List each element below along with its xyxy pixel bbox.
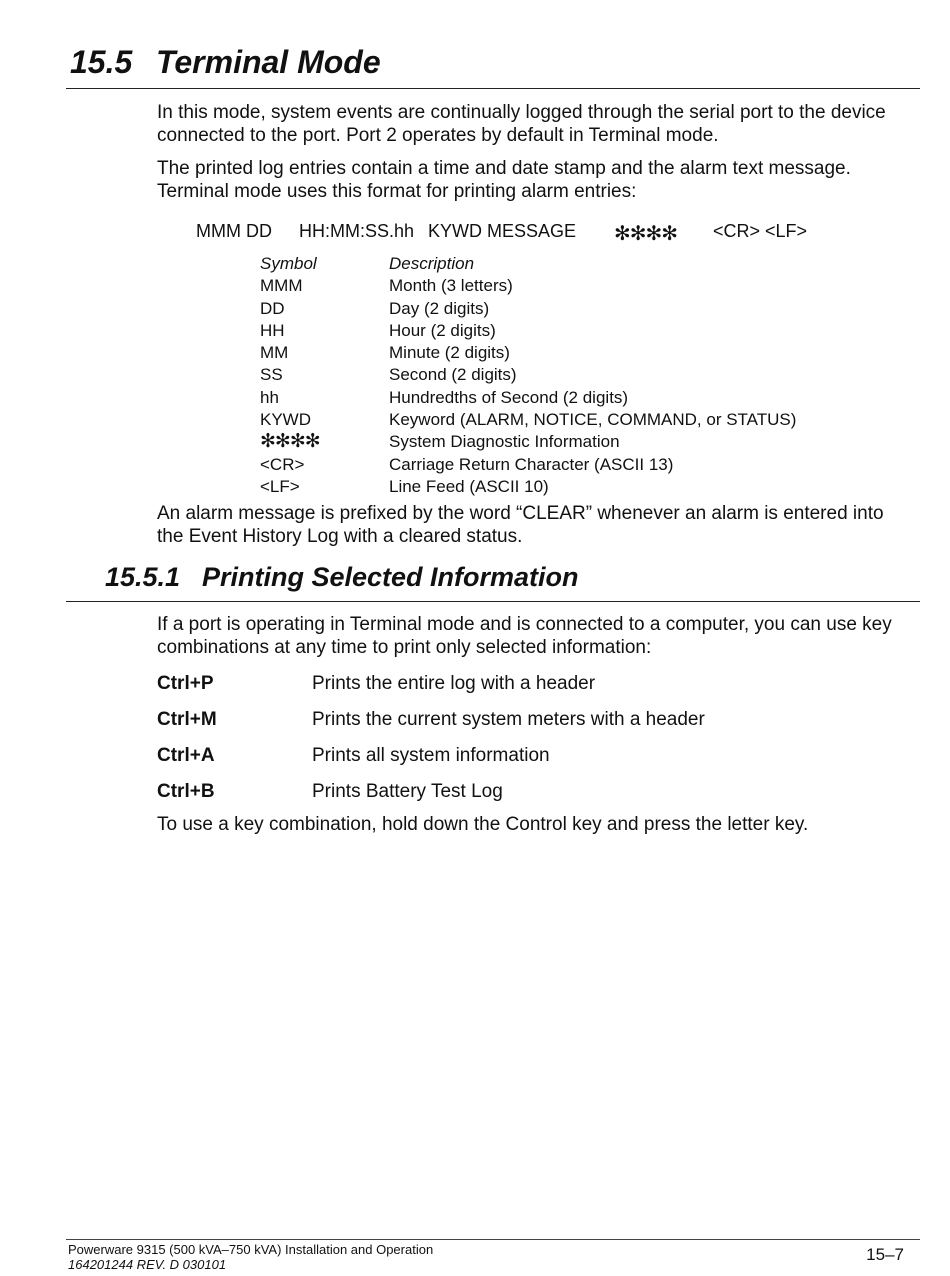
footer-docnum: 164201244 REV. D 030101 [68, 1257, 227, 1272]
format-diagnostic: ✻✻✻✻ [614, 223, 678, 245]
symbol-cell: MMM [260, 276, 303, 296]
heading-rule [66, 88, 920, 89]
key-row [157, 780, 897, 816]
subsection-heading [105, 562, 579, 593]
symbol-row [260, 387, 880, 409]
description-cell: Day (2 digits) [389, 298, 490, 318]
key-description: Prints the current system meters with a header [312, 709, 705, 730]
key-combo: Ctrl+B [157, 781, 215, 802]
symbol-row [260, 409, 880, 431]
subsection-title: Printing Selected Information [202, 562, 579, 592]
symbol-row [260, 275, 880, 297]
key-row [157, 672, 897, 708]
description-cell: System Diagnostic Information [389, 432, 620, 452]
symbol-cell: HH [260, 320, 285, 340]
symbol-cell: DD [260, 298, 285, 318]
format-time: HH:MM:SS.hh [299, 221, 415, 241]
intro-paragraph: In this mode, system events are continually logged through the serial port to the device connected to the port. Port 2 operates by default in Terminal mode. [157, 102, 886, 146]
symbol-cell: MM [260, 343, 289, 363]
symbol-header: Symbol [260, 254, 317, 273]
symbol-table [260, 253, 880, 498]
format-date: MMM DD [196, 221, 272, 241]
symbol-cell: KYWD [260, 410, 311, 430]
key-row [157, 708, 897, 744]
key-combo: Ctrl+M [157, 709, 217, 730]
key-combo: Ctrl+A [157, 745, 215, 766]
keys-intro-paragraph: If a port is operating in Terminal mode and is connected to a computer, you can use key combinations at any time to print only selected information: [157, 614, 892, 658]
key-description: Prints Battery Test Log [312, 781, 503, 802]
symbol-row [260, 476, 880, 498]
symbol-cell: <LF> [260, 476, 300, 496]
key-row [157, 744, 897, 780]
symbol-row [260, 342, 880, 364]
symbol-row [260, 364, 880, 386]
section-heading [70, 44, 381, 81]
page-number: 15–7 [866, 1245, 904, 1264]
description-cell: Hundredths of Second (2 digits) [389, 387, 629, 407]
symbol-row [260, 431, 880, 453]
format-endings: <CR> <LF> [713, 221, 808, 241]
description-cell: Line Feed (ASCII 10) [389, 476, 549, 496]
description-cell: Hour (2 digits) [389, 320, 496, 340]
clear-paragraph: An alarm message is prefixed by the word “CLEAR” whenever an alarm is entered into the Event History Log with a cleared status. [157, 503, 884, 547]
footer-rule [66, 1239, 920, 1240]
section-number: 15.5 [70, 44, 133, 80]
symbol-cell: hh [260, 387, 279, 407]
description-cell: Minute (2 digits) [389, 343, 510, 363]
description-cell: Keyword (ALARM, NOTICE, COMMAND, or STATUS) [389, 410, 797, 430]
key-description: Prints the entire log with a header [312, 673, 596, 694]
footer-title: Powerware 9315 (500 kVA–750 kVA) Installation and Operation [68, 1242, 434, 1257]
key-combination-list [157, 672, 897, 816]
subheading-rule [66, 601, 920, 602]
subsection-number: 15.5.1 [105, 562, 181, 592]
description-cell: Second (2 digits) [389, 365, 517, 385]
section-title: Terminal Mode [156, 44, 381, 80]
symbol-row [260, 298, 880, 320]
format-intro-paragraph: The printed log entries contain a time and date stamp and the alarm text message. Terminal mode uses this format for printing alarm entries: [157, 158, 851, 202]
symbol-table-header [260, 253, 880, 275]
description-cell: Month (3 letters) [389, 276, 513, 296]
symbol-row [260, 454, 880, 476]
keys-usage-paragraph: To use a key combination, hold down the Control key and press the letter key. [157, 814, 809, 835]
symbol-cell: ✻✻✻✻ [260, 431, 320, 453]
key-description: Prints all system information [312, 745, 550, 766]
description-cell: Carriage Return Character (ASCII 13) [389, 454, 674, 474]
description-header: Description [389, 254, 475, 273]
symbol-cell: SS [260, 365, 283, 385]
symbol-row [260, 320, 880, 342]
key-combo: Ctrl+P [157, 673, 214, 694]
symbol-cell: <CR> [260, 454, 305, 474]
format-message: KYWD MESSAGE [428, 221, 577, 241]
